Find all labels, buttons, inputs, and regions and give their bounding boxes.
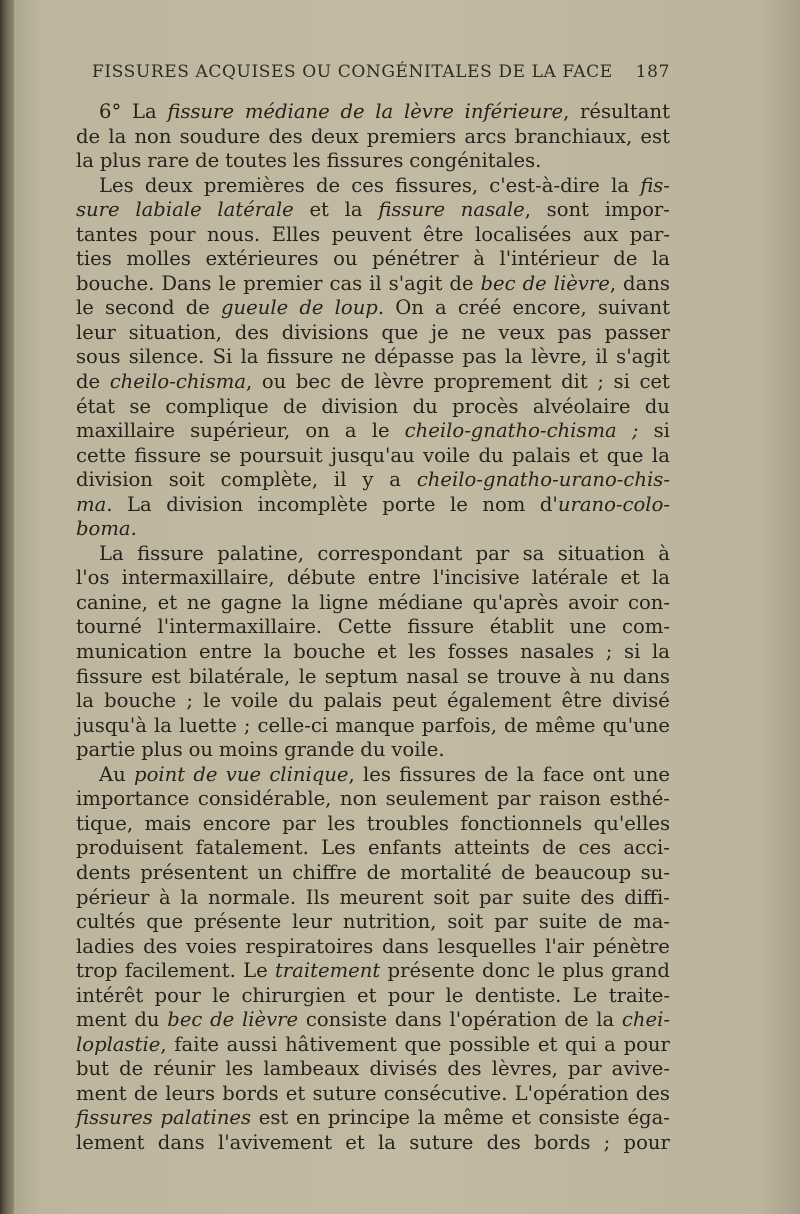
text-line: la plus rare de toutes les fissures congénitales. [76,149,542,173]
text-line: cette fissure se poursuit jusqu'au voile du palais et que la [76,443,670,467]
text-line: ladies des voies respiratoires dans lesquelles l'air pénètre [76,934,670,958]
text-line: jusqu'à la luette ; celle-ci manque parfois, de même qu'une [76,713,670,737]
text-line: l'os intermaxillaire, débute entre l'incisive latérale et la [76,566,670,590]
text-line: fissures palatines est en principe la même et consiste éga- [76,1106,670,1130]
text-line: fissure est bilatérale, le septum nasal se trouve à nu dans [76,664,670,688]
text-line: de cheilo-chisma, ou bec de lèvre proprement dit ; si cet [76,370,670,394]
text-line: lement dans l'avivement et la suture des bords ; pour [76,1130,670,1154]
text-line: Les deux premières de ces fissures, c'est-à-dire la fis- [99,173,670,197]
text-line: canine, et ne gagne la ligne médiane qu'après avoir con- [76,590,670,614]
running-header [92,62,670,82]
text-line: périeur à la normale. Ils meurent soit par suite des diffi- [76,885,670,909]
text-line: de la non soudure des deux premiers arcs branchiaux, est [76,124,670,148]
text-line: ties molles extérieures ou pénétrer à l'intérieur de la [76,247,670,271]
text-line: intérêt pour le chirurgien et pour le dentiste. Le traite- [76,983,670,1007]
text-line: munication entre la bouche et les fosses nasales ; si la [76,640,670,664]
text-line: tourné l'intermaxillaire. Cette fissure établit une com- [76,615,670,639]
text-line: tantes pour nous. Elles peuvent être localisées aux par- [76,222,670,246]
page-spine-shadow [0,0,14,1214]
text-line: ment de leurs bords et suture consécutive. L'opération des [76,1081,670,1105]
text-line: leur situation, des divisions que je ne veux pas passer [76,320,670,344]
body-text [76,100,670,1156]
text-line: cultés que présente leur nutrition, soit par suite de ma- [76,910,670,934]
text-line: but de réunir les lambeaux divisés des lèvres, par avive- [76,1057,670,1081]
text-line: ma. La division incomplète porte le nom d'urano-colo- [76,492,670,516]
text-line: produisent fatalement. Les enfants atteints de ces acci- [76,836,670,860]
text-line: boma. [76,517,137,541]
text-line: 6° La fissure médiane de la lèvre inférieure, résultant [99,100,670,123]
text-line: le second de gueule de loup. On a créé encore, suivant [76,296,670,320]
text-line: bouche. Dans le premier cas il s'agit de bec de lièvre, dans [76,271,670,295]
text-line: loplastie, faite aussi hâtivement que possible et qui a pour [76,1032,670,1056]
text-line: partie plus ou moins grande du voile. [76,738,445,762]
text-line: sure labiale latérale et la fissure nasale, sont impor- [76,198,670,222]
text-line: division soit complète, il y a cheilo-gnatho-urano-chis- [76,468,670,492]
text-line: trop facilement. Le traitement présente donc le plus grand [76,959,670,983]
text-line: dents présentent un chiffre de mortalité de beaucoup su- [76,860,670,884]
text-line: la bouche ; le voile du palais peut également être divisé [76,689,670,713]
text-line: importance considérable, non seulement par raison esthé- [76,787,670,811]
text-line: tique, mais encore par les troubles fonctionnels qu'elles [76,811,670,835]
page-number: 187 [635,62,670,82]
text-line: Au point de vue clinique, les fissures de la face ont une [99,762,670,786]
running-title: FISSURES ACQUISES OU CONGÉNITALES DE LA FACE [92,62,613,82]
text-line: La fissure palatine, correspondant par sa situation à [99,541,670,565]
text-line: maxillaire supérieur, on a le cheilo-gnatho-chisma ; si [76,419,670,443]
text-line: sous silence. Si la fissure ne dépasse pas la lèvre, il s'agit [76,345,670,369]
text-line: ment du bec de lièvre consiste dans l'opération de la chei- [76,1008,670,1032]
text-line: état se complique de division du procès alvéolaire du [76,394,670,418]
